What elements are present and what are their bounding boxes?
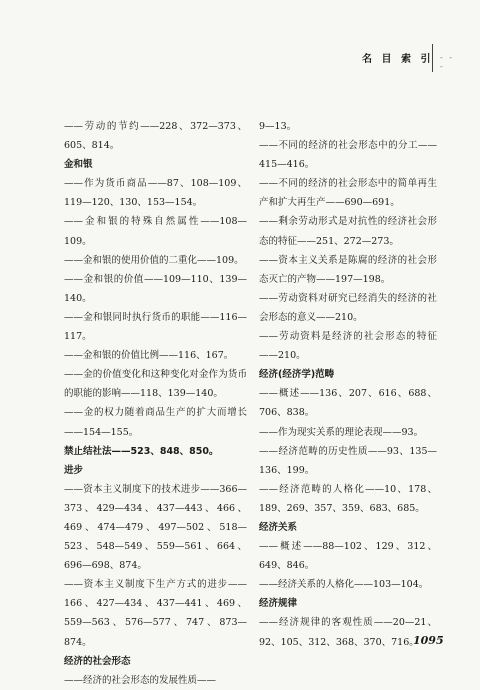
index-entry: ——剩余劳动形式是对抗性的经济社会形态的特征——251、272—273。 xyxy=(259,216,437,247)
right-column xyxy=(259,117,437,652)
index-term: 禁止结社法——523、848、850。 xyxy=(64,445,219,457)
index-entry: ——概述——136、207、616、688、706、838。 xyxy=(259,388,437,419)
index-entry: ——经济规律的客观性质——20—21、92、105、312、368、370、716。 xyxy=(259,617,437,648)
running-head: 名 目 索 引 xyxy=(362,54,434,65)
index-entry: ——经济范畴的历史性质——93、135—136、199。 xyxy=(259,445,437,476)
index-entry: ——不同的经济的社会形态中的分工——415—416。 xyxy=(259,140,437,171)
index-entry: ——金和银同时执行货币的职能——116—117。 xyxy=(64,311,247,343)
index-entry: ——经济范畴的人格化——10、178、189、269、357、359、683、685。 xyxy=(259,483,437,514)
index-entry: ——金的权力随着商品生产的扩大而增长——154—155。 xyxy=(64,407,247,438)
index-term: 经济关系 xyxy=(259,521,298,533)
index-entry: ——资本主义制度下的技术进步——366—373、429—434、437—443、466、469、474—479、497—502、518—523、548—549、559—561、664、696—698、874。 xyxy=(64,483,247,572)
page-number: 1095 xyxy=(413,634,444,647)
index-entry: ——劳动资料是经济的社会形态的特征——210。 xyxy=(259,331,437,362)
index-term: 进步 xyxy=(64,464,84,476)
index-entry: ——不同的经济的社会形态中的简单再生产和扩大再生产——690—691。 xyxy=(259,178,437,209)
index-entry: ——概述——88—102、129、312、649、846。 xyxy=(259,541,437,572)
index-entry: ——经济的社会形态的发展性质—— xyxy=(64,674,217,686)
index-term: 金和银 xyxy=(64,159,93,171)
index-entry: ——金和银的价值——109—110、139—140。 xyxy=(64,273,247,304)
index-entry: ——作为现实关系的理论表现——93。 xyxy=(259,426,424,438)
running-head-dash: - - - xyxy=(440,53,454,71)
index-entry: ——劳动的节约——228、372—373、605、814。 xyxy=(64,121,247,152)
index-entry: ——经济关系的人格化——103—104。 xyxy=(259,579,429,591)
index-term: 经济(经济学)范畴 xyxy=(259,369,335,381)
left-column xyxy=(64,117,247,690)
index-entry: ——金和银的使用价值的二重化——109。 xyxy=(64,254,244,266)
index-term: 经济规律 xyxy=(259,598,298,610)
index-entry: ——金和银的特殊自然属性——108—109。 xyxy=(64,216,247,247)
index-entry: ——金的价值变化和这种变化对金作为货币的职能的影响——118、139—140。 xyxy=(64,369,247,400)
index-entry: 9—13。 xyxy=(259,121,297,132)
index-entry: ——劳动资料对研究已经消失的经济的社会形态的意义——210。 xyxy=(259,292,437,323)
index-entry: ——资本主义关系是陈腐的经济的社会形态灭亡的产物——197—198。 xyxy=(259,254,437,285)
index-entry: ——作为货币商品——87、108—109、119—120、130、153—154。 xyxy=(64,178,247,209)
index-term: 经济的社会形态 xyxy=(64,655,131,667)
index-entry: ——金和银的价值比例——116、167。 xyxy=(64,350,234,362)
index-entry: ——资本主义制度下生产方式的进步——166、427—434、437—441、469、559—563、576—577、747、873—874。 xyxy=(64,579,247,648)
